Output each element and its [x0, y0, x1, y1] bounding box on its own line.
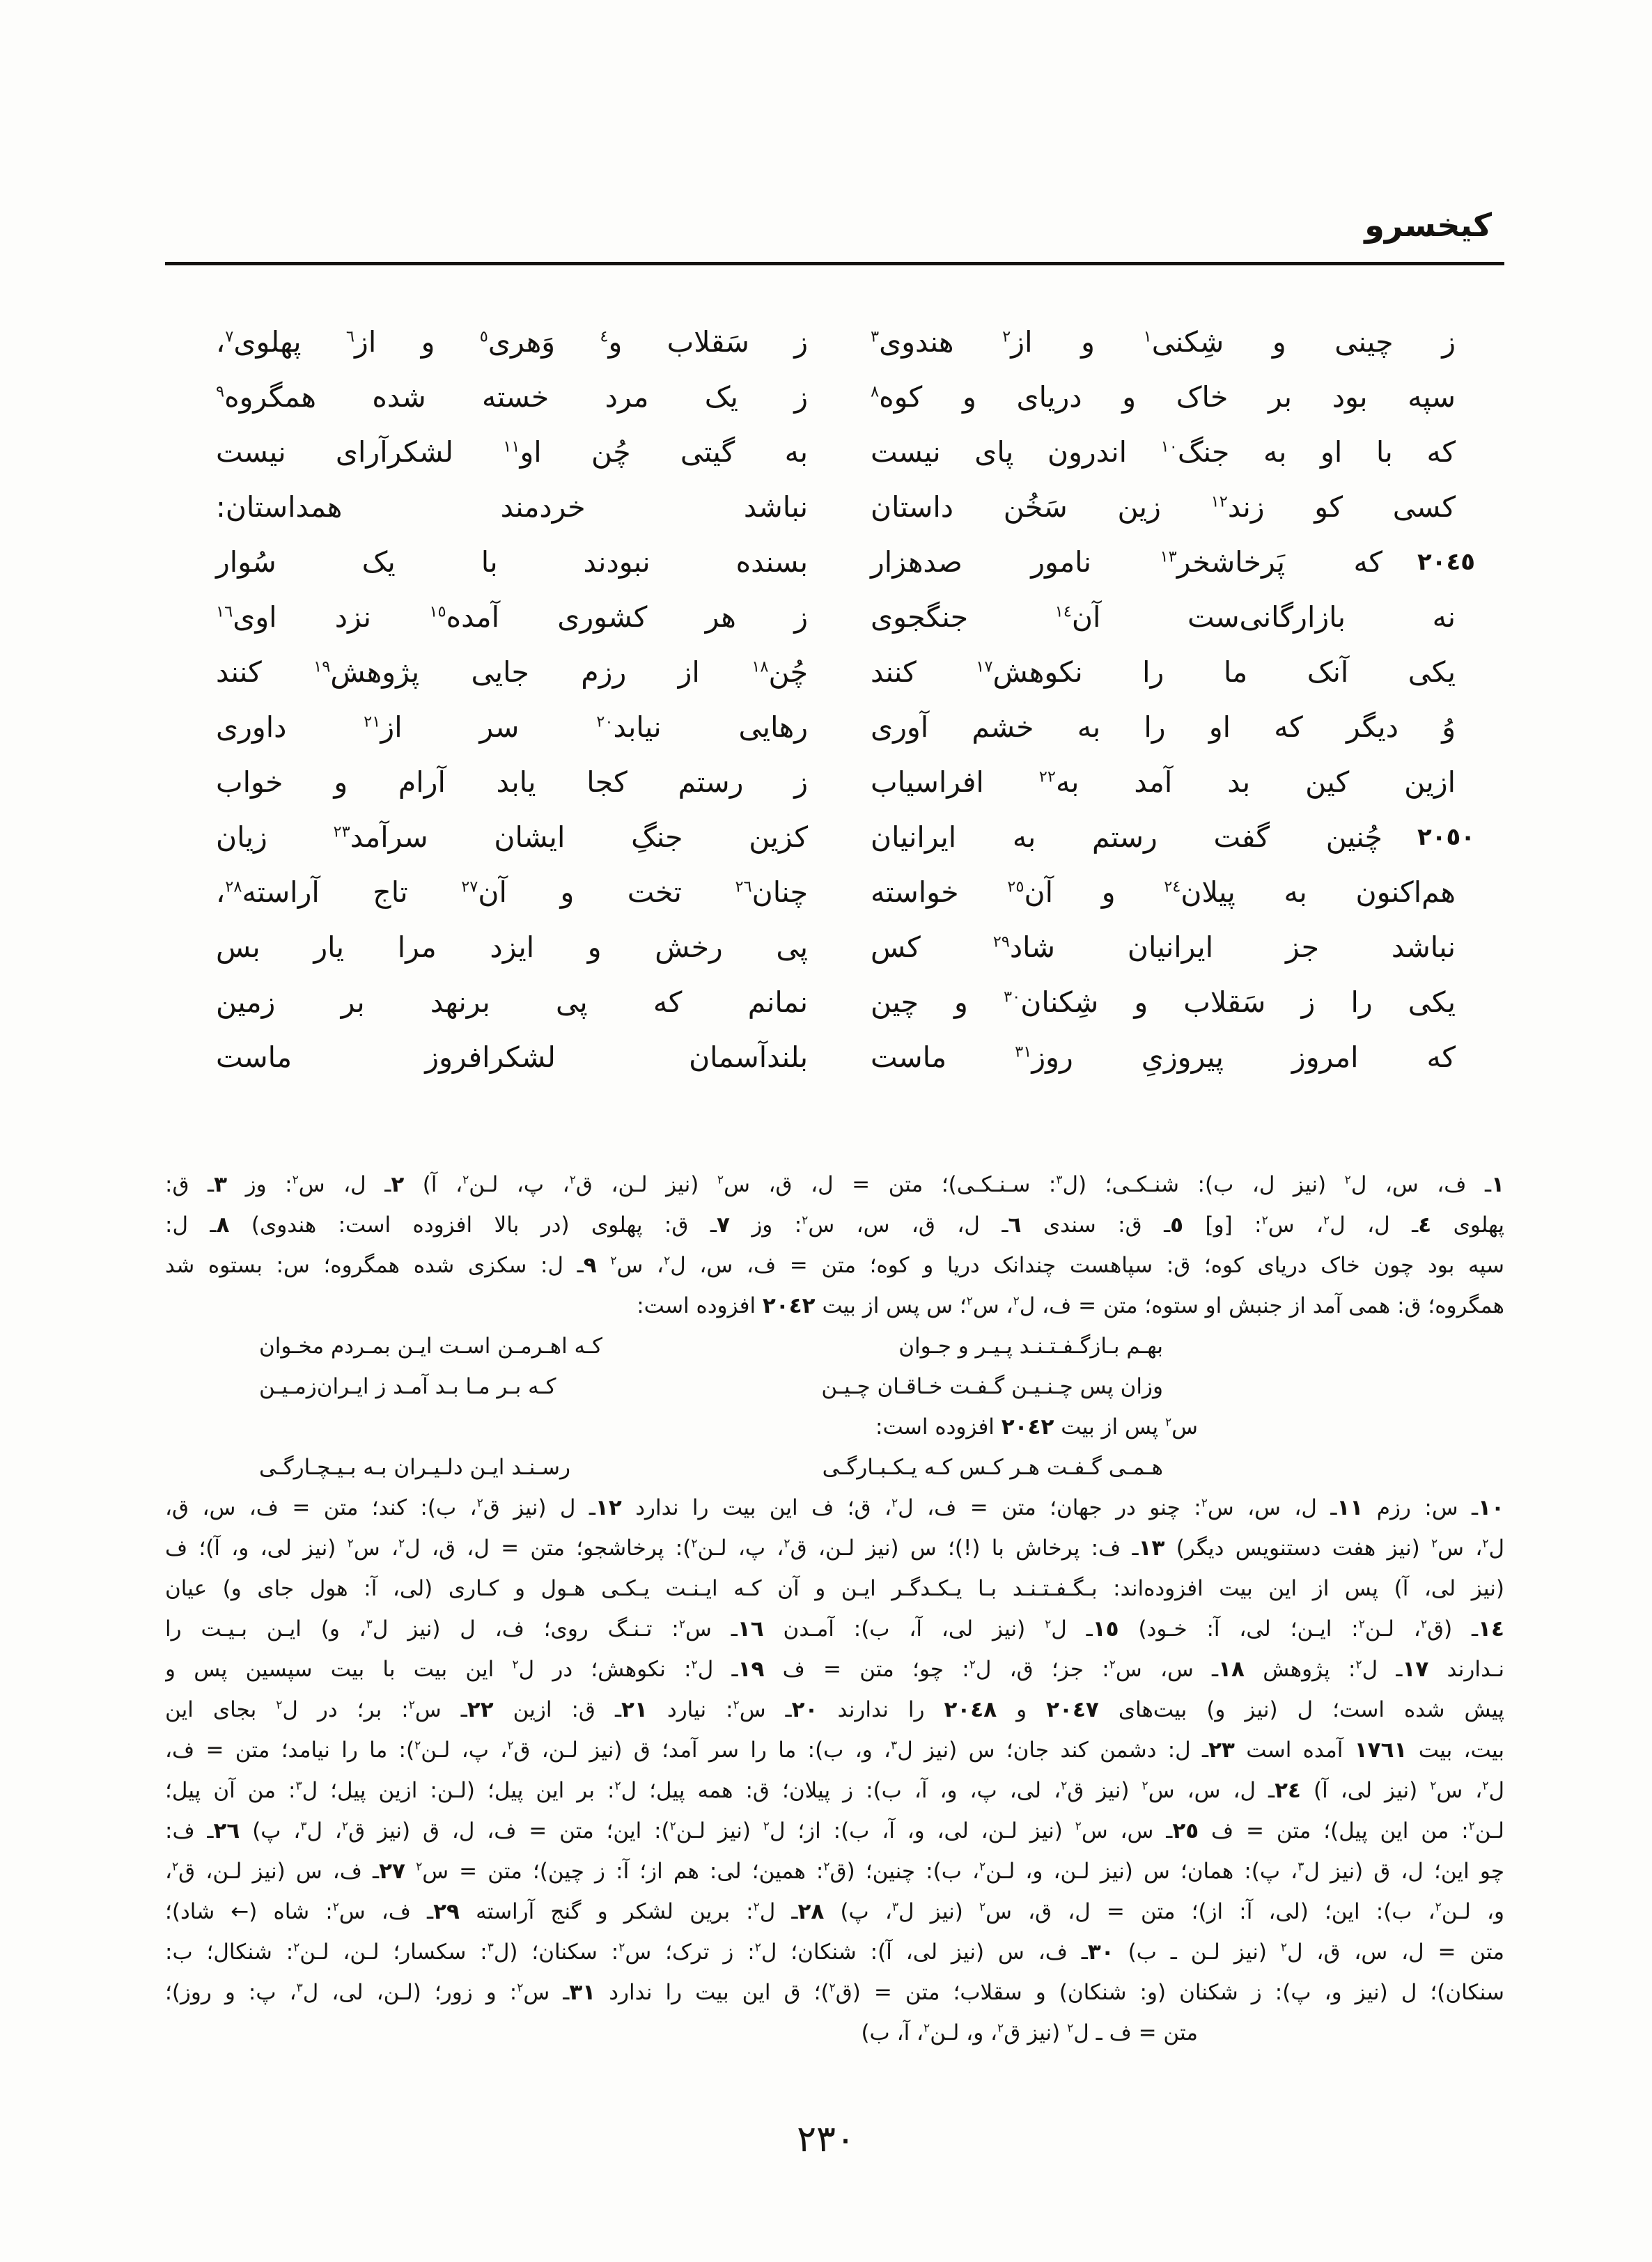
verse-row [165, 700, 1504, 755]
apparatus-line: همگروه؛ ق: همی آمد از جنبش او ستوه؛ متن = ف، ل$^۲$، س$^۲$؛ س پس از بیت ۲۰٤۲ افزوده است: [637, 1293, 1504, 1318]
hemistich-right: که امروز پیروزیِ روز$^{۳۱}$ ماست [871, 1040, 1456, 1074]
hemistich-left: ز هر کشوری آمده$^{۱٥}$ نزد اوی$^{۱٦}$ [216, 600, 809, 634]
hemistich-left: نمانم که پی برنهد بر زمین [216, 985, 808, 1019]
hemistich-left: نباشد خردمند همداستان: [216, 490, 808, 524]
hemistich-left: بلندآسمان لشکرافروز ماست [216, 1040, 808, 1074]
apparatus-line: ۱ـ ف، س، ل$^۲$ (نیز ل، ب): شنـکـی؛ (ل$^۳$: سـنـکـی)؛ متن = ل، ق، س$^۲$ (نیز لـن، ق$^۲$، پ، لـن$^۲$، آ) ۲ـ ل، س$^۲$: وز ۳ـ ق: [165, 1172, 1504, 1197]
apparatus-line: نـدارند ۱۷ـ ل$^۲$: پژوهش ۱۸ـ س، س$^۲$: جز؛ ق، ل$^۲$: چو؛ متن = ف ۱۹ـ ل$^۲$: نکوهش؛ در ل$^۲$ این بیت با بیت سپسین پس و [165, 1657, 1504, 1682]
hemistich-left: رهایی نیابد$^{۲۰}$ سر از$^{۲۱}$ داوری [216, 710, 808, 744]
apparatus-line: سپه بود چون خاک دریای کوه؛ ق: سپاهست چندانک دریا و کوه؛ متن = ف، س، ل$^۲$، س$^۲$ ۹ـ ل: سکزی شده همگروه؛ س: بستوه شد [165, 1253, 1504, 1278]
apparatus-line: متن = ف ـ ل$^۲$ (نیز ق$^۲$، و، لـن$^۲$، آ، ب) [861, 2020, 1198, 2045]
hemistich-right: وُ دیگر که او را به خشم آوری [871, 710, 1456, 744]
apparatus-line: ۱۰ـ س: رزم ۱۱ـ ل، س، س$^۲$: چنو در جهان؛ متن = ف، ل$^۲$، ق؛ ف این بیت را ندارد ۱۲ـ ل (نیز ق$^۲$، ب): کند؛ متن = ف، س، ق، [165, 1495, 1504, 1520]
hemistich-left: کزین جنگِ ایشان سرآمد$^{۲۳}$ زیان [216, 820, 808, 854]
verse-number: ۲۰٤٥ [1417, 548, 1475, 576]
page-number: ۲۳۰ [797, 2119, 855, 2160]
verse-block [165, 315, 1504, 1085]
verse-row [165, 920, 1504, 975]
apparatus-verse-right: بهـم بـازگـفـتـنـد پـیـر و جـوان [898, 1334, 1163, 1359]
apparatus-line: ۱٤ـ (ق$^۲$، لـن$^۲$: ایـن؛ لی، آ: خـود) ۱٥ـ ل$^۲$ (نیز لی، آ، ب): آمـدن ۱٦ـ س$^۲$: تـنـگ روی؛ ف، ل (نیز ل$^۳$، و) ایـن بـیـت را [165, 1616, 1504, 1641]
apparatus-line: س$^۲$ پس از بیت ۲۰٤۲ افزوده است: [875, 1414, 1198, 1440]
apparatus-line: متن = ل، س، ق، ل$^۲$ (نیز لـن ـ ب) ۳۰ـ ف، س (نیز لی، آ): شنکان؛ ل$^۲$: ز ترک؛ س$^۲$: سکنان؛ (ل$^۳$: سکسار؛ لـن، لـن$^۲$: شنکال؛ ب: [165, 1940, 1504, 1965]
apparatus-line: سنکان)؛ ل (نیز و، پ): ز شکنان (و: شنکان) و سقلاب؛ متن = (ق$^۲$)؛ ق این بیت را ندارد ۳۱ـ س$^۲$: و زور؛ (لـن، لی، ل$^۳$، پ: و روز)؛ [165, 1980, 1504, 2005]
apparatus-line: (نیز لی، آ) پس از این بیت افزوده‌اند: بـگـفـتـنـد بـا یـکـدگـر ایـن و آن کـه ایـنـت یـکـی هـول و کـاری (لی، آ: هول جای و) عیان [165, 1576, 1504, 1601]
apparatus-verse-left: رسـنـد ایـن دلـیـران بـه بـیـچـارگـی [259, 1455, 570, 1480]
hemistich-right: که با او به جنگ$^{۱۰}$ اندرون پای نیست [871, 435, 1456, 469]
hemistich-right: یکی آنک ما را نکوهش$^{۱۷}$ کنند [871, 655, 1456, 689]
verse-row [165, 480, 1504, 535]
verse-row [165, 975, 1504, 1030]
chapter-title: کیخسرو [1364, 206, 1492, 244]
hemistich-left: ز رستم کجا یابد آرام و خواب [216, 765, 808, 799]
hemistich-right: هم‌اکنون به پیلان$^{۲٤}$ و آن$^{۲٥}$ خواسته [871, 875, 1456, 909]
verse-row [165, 590, 1504, 645]
apparatus-verse [165, 1366, 1504, 1407]
hemistich-left: پی رخش و ایزد مرا یار بس [216, 930, 808, 964]
hemistich-right: یکی را ز سَقلاب و شِکنان$^{۳۰}$ و چین [871, 985, 1456, 1019]
apparatus-line: پیش شده است؛ ل (نیز و) بیت‌های ۲۰٤۷ و ۲۰٤۸ را ندارند ۲۰ـ س$^۲$: نیارد ۲۱ـ ق: ازین ۲۲ـ س$^۲$: بر؛ در ل$^۲$ بجای این [165, 1697, 1504, 1722]
verse-row [165, 425, 1504, 480]
verse-row [165, 535, 1504, 590]
apparatus-verse-right: وزان پس چـنـیـن گـفـت خـاقـان چـیـن [821, 1374, 1163, 1399]
verse-row [165, 315, 1504, 370]
apparatus-verse [165, 1447, 1504, 1488]
hemistich-right: سپه بود بر خاک و دریای و کوه$^۸$ [871, 380, 1456, 414]
apparatus-line: لـن$^۲$: من این پیل)؛ متن = ف ۲٥ـ س، س$^۲$ (نیز لـن، لی، و، آ، ب): از؛ ل$^۲$ (نیز لـن$^۲$): این؛ متن = ف، ل، ق (نیز ق$^۲$، ل$^۳$، پ) ۲٦ـ ف: [165, 1818, 1504, 1843]
apparatus-verse [165, 1326, 1504, 1366]
critical-apparatus [165, 1164, 1504, 2053]
hemistich-right: چُنین گفت رستم به ایرانیان [871, 820, 1382, 854]
hemistich-right: نه بازارگانی‌ست آن$^{۱٤}$ جنگجوی [871, 600, 1456, 634]
apparatus-line: پهلوی ٤ـ ل، ل$^۲$، س$^۲$: [و] ٥ـ ق: سندی ٦ـ ل، ق، س، س$^۲$: وز ۷ـ ق: پهلوی (در بالا افزوده است: هندوی) ۸ـ ل: [165, 1212, 1504, 1238]
apparatus-line: ل$^۲$، س$^۲$ (نیز هفت دستنویس دیگر) ۱۳ـ ف: پرخاش با (!)؛ س (نیز لـن، ق$^۲$، پ، لـن$^۲$): پرخاشجو؛ متن = ل، ق، ل$^۲$، س$^۲$ (نیز لی، و، آ)؛ ف [165, 1536, 1504, 1561]
hemistich-left: ز سَقلاب و$^٤$ وَهری$^٥$ و از$^٦$ پهلوی$^۷$، [216, 325, 809, 359]
apparatus-verse-left: کـه بـر مـا بـد آمـد ز ایـران‌زمـیـن [259, 1374, 556, 1399]
apparatus-verse-right: هـمـی گـفـت هـر کـس کـه یـکـبـارگـی [822, 1455, 1163, 1480]
hemistich-left: ز یک مرد خسته شده همگروه$^۹$ [216, 380, 808, 414]
apparatus-line: و، لـن$^۲$، ب): این؛ (لی، آ: از)؛ متن = ل، ق، س$^۲$ (نیز ل$^۳$، پ) ۲۸ـ ل$^۲$: برین لشکر و گنج آراسته ۲۹ـ ف، س$^۲$: شاه (← شاد)؛ [165, 1899, 1504, 1924]
verse-row [165, 645, 1504, 700]
hemistich-right: ازین کین بد آمد به$^{۲۲}$ افراسیاب [871, 765, 1456, 799]
apparatus-line: بیت، بیت ۱۷٦۱ آمده است ۲۳ـ ل: دشمن کند جان؛ س (نیز ل$^۳$، و، ب): ما را سر آمد؛ ق (نیز لـن، ق$^۲$، پ، لـن$^۲$): ما را نیامد؛ متن = ف، [165, 1738, 1504, 1763]
header-rule [165, 262, 1504, 265]
hemistich-left: چنان$^{۲٦}$ تخت و آن$^{۲۷}$ تاج آراسته$^{۲۸}$، [216, 875, 808, 909]
apparatus-verse-left: کـه اهـرمـن اسـت ایـن بمـردم مخـوان [259, 1334, 603, 1359]
verse-row [165, 810, 1504, 865]
hemistich-right: کسی کو زند$^{۱۲}$ زین سَخُن داستان [871, 490, 1456, 524]
hemistich-right: ز چینی و شِکنی$^۱$ و از$^۲$ هندوی$^۳$ [871, 325, 1456, 359]
hemistich-left: بسنده نبودند با یک سُوار [216, 545, 808, 579]
verse-number: ۲۰٥۰ [1417, 823, 1475, 851]
verse-row [165, 755, 1504, 810]
verse-row [165, 865, 1504, 920]
apparatus-line: ل$^۲$، س$^۲$ (نیز لی، آ) ۲٤ـ ل، س، س$^۲$ (نیز ق$^۲$، لی، پ، و، آ، ب): ز پیلان؛ ق: همه پیل؛ ل$^۲$: بر این پیل؛ (لـن: ازین پیل؛ ل$^۳$: من آن پیل؛ [165, 1778, 1504, 1803]
hemistich-left: به گیتی چُن او$^{۱۱}$ لشکرآرای نیست [216, 435, 808, 469]
hemistich-right: که پَرخاشخر$^{۱۳}$ نامور صدهزار [871, 545, 1382, 579]
hemistich-right: نباشد جز ایرانیان شاد$^{۲۹}$ کس [871, 930, 1456, 964]
running-head [165, 206, 1504, 244]
apparatus-line: چو این؛ ل، ق (نیز ل$^۳$، پ): همان؛ س (نیز لـن، و، لـن$^۲$، ب): چنین؛ (ق$^۲$: همین؛ لی: هم از؛ آ: ز چین)؛ متن = س$^۲$ ۲۷ـ ف، س (نیز لـن، ق$^۲$، [165, 1859, 1504, 1884]
verse-row [165, 370, 1504, 425]
verse-row [165, 1030, 1504, 1085]
hemistich-left: چُن$^{۱۸}$ از رزم جایی پژوهش$^{۱۹}$ کنند [216, 655, 808, 689]
